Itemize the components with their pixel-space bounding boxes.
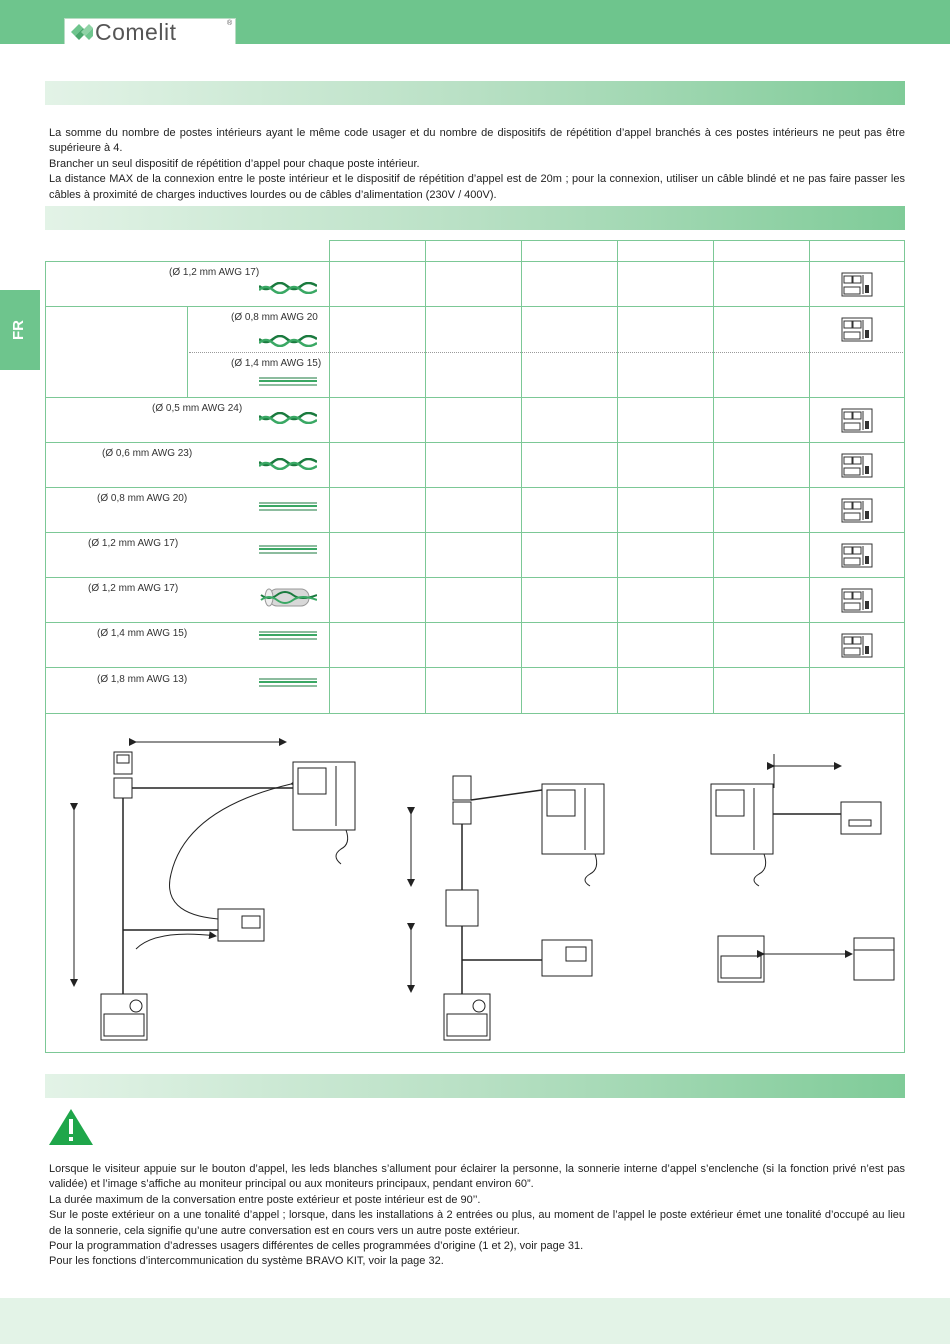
twisted-pair-icon	[259, 282, 317, 294]
section-band-3	[45, 1074, 905, 1098]
wiring-diagram	[45, 713, 905, 1053]
cable-spec-label: (Ø 0,6 mm AWG 23)	[102, 448, 193, 459]
parallel-pair-icon	[259, 630, 317, 642]
intro-text	[49, 126, 905, 203]
cable-table	[45, 240, 905, 714]
notes-paragraph: La durée maximum de la conversation entre poste extérieur et poste intérieur est de 90’’.	[49, 1193, 481, 1206]
logo-text: Comelit	[95, 19, 177, 45]
cable-spec-label: (Ø 1,8 mm AWG 13)	[97, 674, 188, 685]
monitor-terminal-icon	[841, 272, 875, 298]
monitor-terminal-icon	[841, 633, 875, 659]
parallel-pair-icon	[259, 376, 317, 388]
twisted-pair-icon	[259, 335, 317, 347]
monitor-terminal-icon	[841, 317, 875, 343]
monitor-terminal-icon	[841, 588, 875, 614]
twisted-pair-icon	[259, 458, 317, 470]
logo	[64, 18, 236, 44]
cable-spec-label: (Ø 1,4 mm AWG 15)	[231, 358, 322, 369]
notes-paragraph: Sur le poste extérieur on a une tonalité d’appel ; lorsque, dans les installations à 2 entrées ou plus, au moment de l’appel le poste extérieur émet une tonalité d’occupé au lieu de la sonnerie, cela signifie qu’une autre conversation est en cours vers un autre poste extérieur.	[49, 1209, 905, 1237]
notes-paragraph: Lorsque le visiteur appuie sur le bouton d’appel, les leds blanches s’allument pour éclairer la personne, la sonnerie interne d’appel s’enclenche (si la fonction privé n’est pas validée) et l’image s’affiche au moniteur principal ou aux moniteurs principaux, pendant environ 60”.	[49, 1163, 905, 1191]
footer-bar	[0, 1298, 950, 1344]
parallel-pair-icon	[259, 677, 317, 689]
registered-mark: ®	[227, 20, 233, 27]
notes-paragraph: Pour la programmation d’adresses usagers différentes de celles programmées d’origine (1 et 2), voir page 31.	[49, 1240, 584, 1253]
monitor-terminal-icon	[841, 453, 875, 479]
section-band-2	[45, 206, 905, 230]
cable-spec-label: (Ø 0,8 mm AWG 20)	[97, 493, 188, 504]
monitor-terminal-icon	[841, 543, 875, 569]
parallel-pair-icon	[259, 501, 317, 513]
warning-triangle-icon	[48, 1108, 94, 1146]
monitor-terminal-icon	[841, 408, 875, 434]
cable-spec-label: (Ø 1,2 mm AWG 17)	[88, 538, 179, 549]
comelit-logo-icon	[69, 22, 95, 42]
section-band-1	[45, 81, 905, 105]
notes-text	[49, 1162, 905, 1270]
parallel-pair-icon	[259, 544, 317, 556]
intro-paragraph: La somme du nombre de postes intérieurs ayant le même code usager et du nombre de dispositifs de répétition d’appel branchés à ces postes intérieurs ne peut pas être supérieure à 4.	[49, 127, 905, 155]
intro-paragraph: Brancher un seul dispositif de répétition d’appel pour chaque poste intérieur.	[49, 157, 420, 170]
cable-spec-label: (Ø 0,8 mm AWG 20	[231, 312, 318, 323]
twisted-pair-icon	[259, 412, 317, 424]
notes-paragraph: Pour les fonctions d’intercommunication du système BRAVO KIT, voir la page 32.	[49, 1255, 444, 1268]
cable-spec-label: (Ø 0,5 mm AWG 24)	[152, 403, 243, 414]
shielded-cable-icon	[259, 586, 317, 610]
cable-spec-label: (Ø 1,4 mm AWG 15)	[97, 628, 188, 639]
monitor-terminal-icon	[841, 498, 875, 524]
cable-spec-label: (Ø 1,2 mm AWG 17)	[88, 583, 179, 594]
language-tab-label: FR	[10, 320, 27, 340]
cable-spec-label: (Ø 1,2 mm AWG 17)	[169, 267, 260, 278]
language-tab[interactable]	[0, 290, 40, 370]
wiring-diagram-drawing	[46, 714, 904, 1052]
intro-paragraph: La distance MAX de la connexion entre le poste intérieur et le dispositif de répétition d’appel est de 20m ; pour la connexion, utiliser un câble blindé et ne pas faire passer les câbles à proximité de charges inductives lourdes ou de câbles d’alimentation (230V / 400V).	[49, 173, 905, 201]
